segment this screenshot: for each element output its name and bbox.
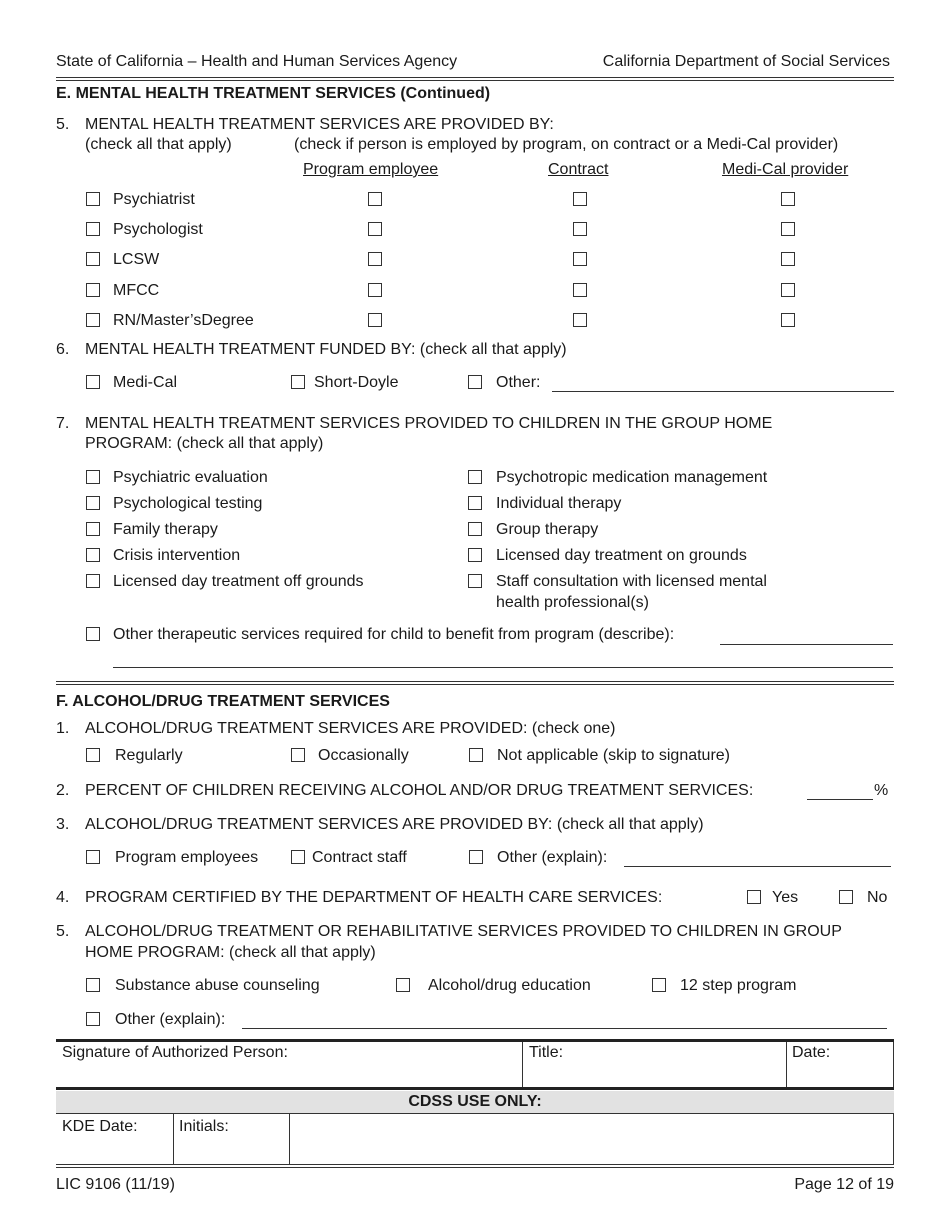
funded-other-input-line[interactable] — [552, 391, 894, 392]
rehab-other-label: Other (explain): — [115, 1011, 226, 1028]
contract-staff-label: Contract staff — [312, 849, 407, 866]
alcohol-education-checkbox[interactable] — [396, 978, 410, 992]
col-contract: Contract — [548, 161, 609, 178]
staff-consultation-checkbox[interactable] — [468, 574, 482, 588]
day-treatment-on-grounds-checkbox[interactable] — [468, 548, 482, 562]
medi-cal-checkbox[interactable] — [86, 375, 100, 389]
f5-question-line2: HOME PROGRAM: (check all that apply) — [85, 944, 376, 961]
cdss-right-edge — [893, 1114, 894, 1165]
signature-divider-1 — [522, 1042, 523, 1089]
twelve-step-label: 12 step program — [680, 977, 797, 994]
header-department: California Department of Social Services — [602, 53, 890, 70]
e5-question: MENTAL HEALTH TREATMENT SERVICES ARE PROVIDED BY: — [85, 116, 554, 133]
short-doyle-label: Short-Doyle — [314, 374, 399, 391]
e5-check-if: (check if person is employed by program, on contract or a Medi-Cal provider) — [294, 136, 839, 153]
medi-cal-label: Medi-Cal — [113, 374, 178, 391]
signature-top-rule — [56, 1039, 894, 1042]
crisis-intervention-label: Crisis intervention — [113, 547, 241, 564]
f3-number: 3. — [56, 816, 70, 833]
f4-number: 4. — [56, 889, 70, 906]
family-therapy-label: Family therapy — [113, 521, 218, 538]
other-therapeutic-input-line[interactable] — [720, 644, 893, 645]
row-label-lcsw: LCSW — [113, 251, 160, 268]
page-number: Page 12 of 19 — [794, 1176, 894, 1193]
psychiatrist-contract-checkbox[interactable] — [573, 192, 587, 206]
e6-question: MENTAL HEALTH TREATMENT FUNDED BY: (check all that apply) — [85, 341, 567, 358]
staff-consultation-label: Staff consultation with licensed mental — [496, 573, 767, 590]
percent-input-line[interactable] — [807, 799, 873, 800]
group-therapy-label: Group therapy — [496, 521, 599, 538]
signature-bottom-rule — [56, 1087, 894, 1090]
not-applicable-label: Not applicable (skip to signature) — [497, 747, 731, 764]
row-label-psychologist: Psychologist — [113, 221, 203, 238]
row-label-mfcc: MFCC — [113, 282, 160, 299]
mfcc-checkbox[interactable] — [86, 283, 100, 297]
f3-question: ALCOHOL/DRUG TREATMENT SERVICES ARE PROVIDED BY: (check all that apply) — [85, 816, 704, 833]
psychiatrist-checkbox[interactable] — [86, 192, 100, 206]
footer-rule — [56, 1164, 894, 1168]
rn-checkbox[interactable] — [86, 313, 100, 327]
cdss-heading: CDSS USE ONLY: — [408, 1093, 542, 1110]
psychiatric-evaluation-checkbox[interactable] — [86, 470, 100, 484]
psychological-testing-checkbox[interactable] — [86, 496, 100, 510]
provided-by-other-label: Other (explain): — [497, 849, 608, 866]
rehab-other-input-line[interactable] — [242, 1028, 887, 1029]
section-e-title: E. MENTAL HEALTH TREATMENT SERVICES (Continued) — [56, 85, 491, 102]
psychotropic-medication-checkbox[interactable] — [468, 470, 482, 484]
kde-date-label: KDE Date: — [62, 1118, 138, 1135]
date-label: Date: — [792, 1044, 831, 1061]
substance-abuse-label: Substance abuse counseling — [115, 977, 320, 994]
section-divider — [56, 681, 894, 685]
certified-yes-checkbox[interactable] — [747, 890, 761, 904]
not-applicable-checkbox[interactable] — [469, 748, 483, 762]
f4-question: PROGRAM CERTIFIED BY THE DEPARTMENT OF HEALTH CARE SERVICES: — [85, 889, 663, 906]
header-rule — [56, 77, 894, 81]
psychologist-checkbox[interactable] — [86, 222, 100, 236]
psychologist-contract-checkbox[interactable] — [573, 222, 587, 236]
e7-question-line2: PROGRAM: (check all that apply) — [85, 435, 324, 452]
regularly-label: Regularly — [115, 747, 183, 764]
mfcc-contract-checkbox[interactable] — [573, 283, 587, 297]
lcsw-checkbox[interactable] — [86, 252, 100, 266]
psychiatrist-medical-checkbox[interactable] — [781, 192, 795, 206]
funded-other-checkbox[interactable] — [468, 375, 482, 389]
f2-number: 2. — [56, 782, 70, 799]
rn-medical-checkbox[interactable] — [781, 313, 795, 327]
title-label: Title: — [529, 1044, 564, 1061]
cdss-divider-1 — [173, 1114, 174, 1165]
f5-number: 5. — [56, 923, 70, 940]
alcohol-education-label: Alcohol/drug education — [428, 977, 591, 994]
e6-number: 6. — [56, 341, 70, 358]
individual-therapy-checkbox[interactable] — [468, 496, 482, 510]
form-number: LIC 9106 (11/19) — [56, 1176, 175, 1193]
rn-program-checkbox[interactable] — [368, 313, 382, 327]
regularly-checkbox[interactable] — [86, 748, 100, 762]
twelve-step-checkbox[interactable] — [652, 978, 666, 992]
signature-divider-2 — [786, 1042, 787, 1089]
other-therapeutic-checkbox[interactable] — [86, 627, 100, 641]
staff-consultation-label-cont: health professional(s) — [496, 594, 649, 611]
certified-no-checkbox[interactable] — [839, 890, 853, 904]
e7-question-line1: MENTAL HEALTH TREATMENT SERVICES PROVIDED TO CHILDREN IN THE GROUP HOME — [85, 415, 773, 432]
cdss-divider-2 — [289, 1114, 290, 1165]
program-employees-checkbox[interactable] — [86, 850, 100, 864]
lcsw-program-checkbox[interactable] — [368, 252, 382, 266]
psychological-testing-label: Psychological testing — [113, 495, 263, 512]
occasionally-checkbox[interactable] — [291, 748, 305, 762]
e5-check-all: (check all that apply) — [85, 136, 232, 153]
rehab-other-checkbox[interactable] — [86, 1012, 100, 1026]
initials-label: Initials: — [179, 1118, 229, 1135]
row-label-psychiatrist: Psychiatrist — [113, 191, 195, 208]
header-agency: State of California – Health and Human Services Agency — [56, 53, 458, 70]
provided-by-other-checkbox[interactable] — [469, 850, 483, 864]
individual-therapy-label: Individual therapy — [496, 495, 622, 512]
section-f-title: F. ALCOHOL/DRUG TREATMENT SERVICES — [56, 693, 390, 710]
f5-question-line1: ALCOHOL/DRUG TREATMENT OR REHABILITATIVE SERVICES PROVIDED TO CHILDREN IN GROUP — [85, 923, 842, 940]
psychotropic-medication-label: Psychotropic medication management — [496, 469, 768, 486]
provided-by-other-input-line[interactable] — [624, 866, 891, 867]
day-treatment-off-grounds-checkbox[interactable] — [86, 574, 100, 588]
program-employees-label: Program employees — [115, 849, 259, 866]
row-label-rn: RN/Master’sDegree — [113, 312, 254, 329]
col-program-employee: Program employee — [303, 161, 439, 178]
e7-number: 7. — [56, 415, 70, 432]
substance-abuse-checkbox[interactable] — [86, 978, 100, 992]
family-therapy-checkbox[interactable] — [86, 522, 100, 536]
crisis-intervention-checkbox[interactable] — [86, 548, 100, 562]
occasionally-label: Occasionally — [318, 747, 409, 764]
day-treatment-off-grounds-label: Licensed day treatment off grounds — [113, 573, 364, 590]
percent-sign: % — [874, 782, 889, 799]
col-medi-cal: Medi-Cal provider — [722, 161, 849, 178]
e5-number: 5. — [56, 116, 70, 133]
f1-question: ALCOHOL/DRUG TREATMENT SERVICES ARE PROVIDED: (check one) — [85, 720, 616, 737]
signature-right-edge — [893, 1042, 894, 1089]
psychologist-medical-checkbox[interactable] — [781, 222, 795, 236]
certified-no-label: No — [867, 889, 888, 906]
signature-label: Signature of Authorized Person: — [62, 1044, 288, 1061]
group-therapy-checkbox[interactable] — [468, 522, 482, 536]
f1-number: 1. — [56, 720, 70, 737]
lcsw-contract-checkbox[interactable] — [573, 252, 587, 266]
other-therapeutic-label: Other therapeutic services required for child to benefit from program (describe): — [113, 626, 675, 643]
other-therapeutic-input-line-2[interactable] — [113, 667, 893, 668]
psychologist-program-checkbox[interactable] — [368, 222, 382, 236]
mfcc-medical-checkbox[interactable] — [781, 283, 795, 297]
psychiatric-evaluation-label: Psychiatric evaluation — [113, 469, 268, 486]
funded-other-label: Other: — [496, 374, 541, 391]
lcsw-medical-checkbox[interactable] — [781, 252, 795, 266]
day-treatment-on-grounds-label: Licensed day treatment on grounds — [496, 547, 747, 564]
contract-staff-checkbox[interactable] — [291, 850, 305, 864]
mfcc-program-checkbox[interactable] — [368, 283, 382, 297]
certified-yes-label: Yes — [772, 889, 799, 906]
psychiatrist-program-checkbox[interactable] — [368, 192, 382, 206]
rn-contract-checkbox[interactable] — [573, 313, 587, 327]
f2-question: PERCENT OF CHILDREN RECEIVING ALCOHOL AND/OR DRUG TREATMENT SERVICES: — [85, 782, 754, 799]
short-doyle-checkbox[interactable] — [291, 375, 305, 389]
